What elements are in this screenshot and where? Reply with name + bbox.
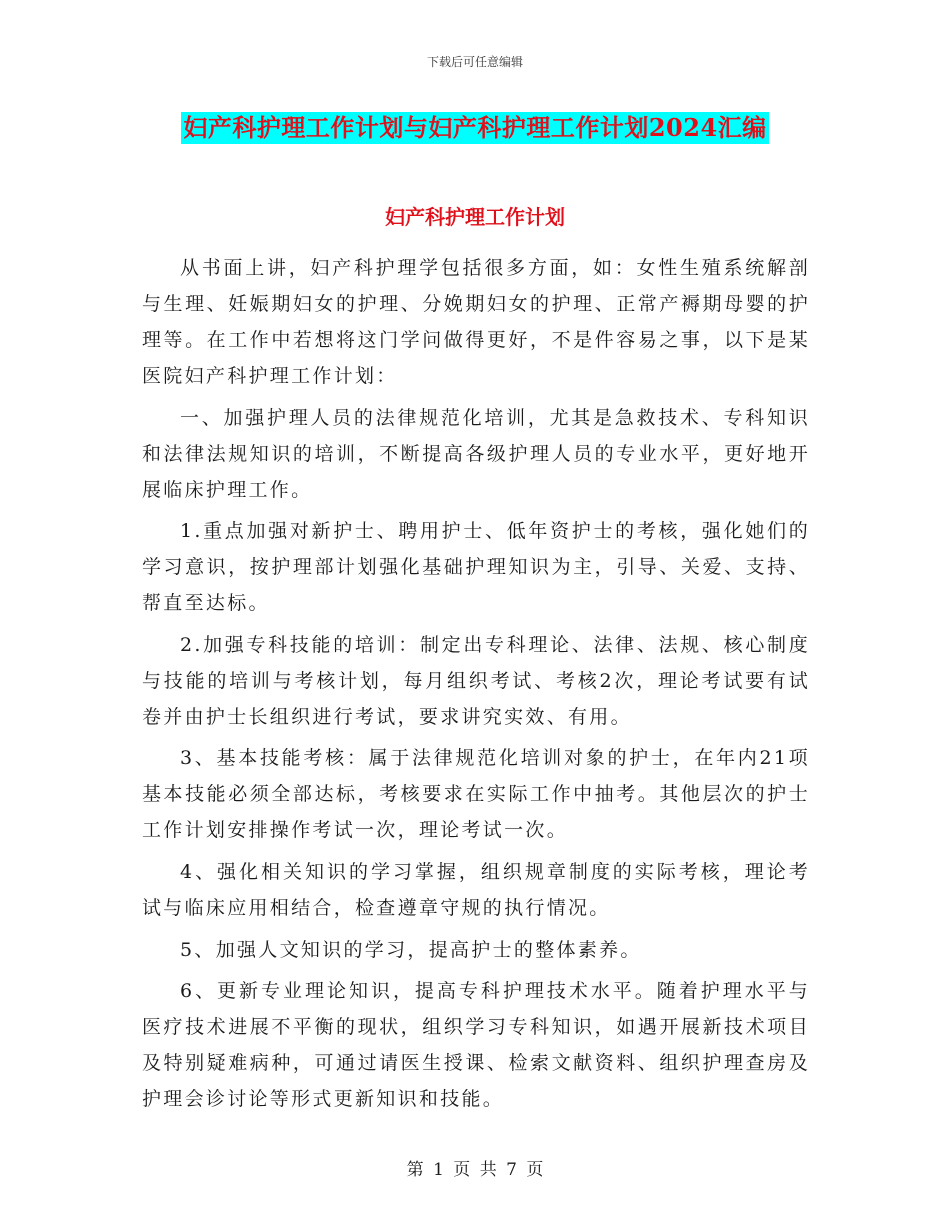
document-title-container — [0, 112, 950, 144]
document-body — [142, 250, 810, 1123]
paragraph-intro: 从书面上讲，妇产科护理学包括很多方面，如：女性生殖系统解剖与生理、妊娠期妇女的护理、分娩期妇女的护理、正常产褥期母婴的护理等。在工作中若想将这门学问做得更好，不是件容易之事，以下是某医院妇产科护理工作计划： — [142, 257, 810, 387]
paragraph-item-1: 一、加强护理人员的法律规范化培训，尤其是急救技术、专科知识和法律法规知识的培训，不断提高各级护理人员的专业水平，更好地开展临床护理工作。 — [142, 406, 810, 501]
page-header-note: 下载后可任意编辑 — [426, 55, 523, 69]
document-title: 妇产科护理工作计划与妇产科护理工作计划2024汇编 — [183, 113, 767, 142]
paragraph-subitem-1: 1.重点加强对新护士、聘用护士、低年资护士的考核，强化她们的学习意识，按护理部计划强化基础护理知识为主，引导、关爱、支持、帮直至达标。 — [142, 520, 810, 615]
paragraph-subitem-2: 2.加强专科技能的培训：制定出专科理论、法律、法规、核心制度与技能的培训与考核计划，每月组织考试、考核2次，理论考试要有试卷并由护士长组织进行考试，要求讲究实效、有用。 — [142, 633, 810, 728]
page-number-footer: 第 1 页 共 7 页 — [406, 1160, 544, 1180]
paragraph-subitem-5: 5、加强人文知识的学习，提高护士的整体素养。 — [180, 938, 642, 961]
paragraph-subitem-4: 4、强化相关知识的学习掌握，组织规章制度的实际考核，理论考试与临床应用相结合，检查遵章守规的执行情况。 — [142, 860, 810, 919]
paragraph-subitem-3: 3、基本技能考核：属于法律规范化培训对象的护士，在年内21项基本技能必须全部达标，考核要求在实际工作中抽考。其他层次的护士工作计划安排操作考试一次，理论考试一次。 — [142, 747, 810, 842]
section-title: 妇产科护理工作计划 — [385, 205, 565, 229]
paragraph-subitem-6: 6、更新专业理论知识，提高专科护理技术水平。随着护理水平与医疗技术进展不平衡的现状，组织学习专科知识，如遇开展新技术项目及特别疑难病种，可通过请医生授课、检索文献资料、组织护理查房及护理会诊讨论等形式更新知识和技能。 — [142, 980, 810, 1111]
